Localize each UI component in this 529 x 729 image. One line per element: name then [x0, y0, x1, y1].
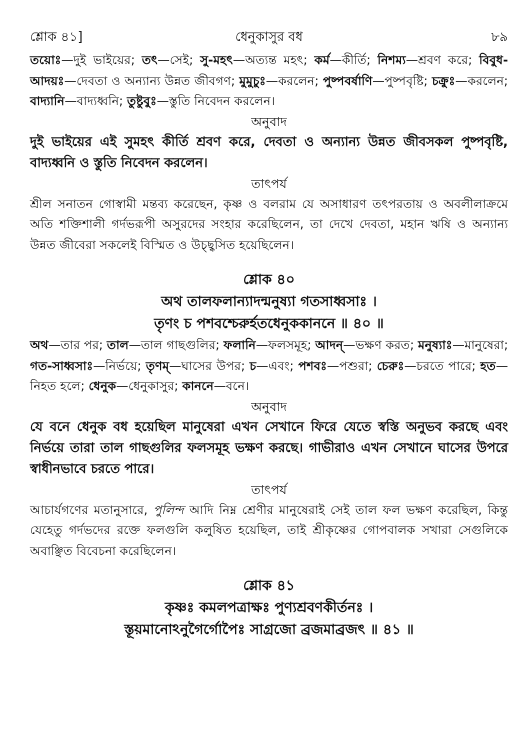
translation-verse-39: দুই ভাইয়ের এই সুমহৎ কীর্তি শ্রবণ করে, দেবতা ও অন্যান্য উন্নত জীবসকল পুষ্পবৃষ্টি, বাদ্যধ্বনি ও স্তুতি নিবেদন করলেন। [30, 134, 508, 171]
synonym-meaning: এবং [268, 358, 290, 373]
synonym-meaning: ফলসমূহ [268, 338, 308, 352]
purport-verse-39: শ্রীল সনাতন গোস্বামী মন্তব্য করেছেন, কৃষ্ণ ও বলরাম যে অসাধারণ তৎপরতায় ও অবলীলাক্রমে অতি শক্তিশালী গর্দভরূপী অসুরদের সংহার করেছিলেন, তা দেখে দেবতা, মহান ঋষি ও অন্যান্য উন্নত জীবেরা সকলেই বিস্মিত ও উচ্ছ্বসিত হয়েছিলেন। [30, 196, 508, 252]
synonym-meaning: কীর্তি [341, 53, 367, 67]
purport-text: আদি নিম্ন শ্রেণীর মানুষেরাই সেই তাল ফল ভক্ষণ করেছিল, কিন্তু যেহেতু গর্দভদের রক্তে ফলগুলি কলুষিত হয়েছিল, তাই শ্রীকৃষ্ণের গোপবালক সখারা সেগুলিকে অবাঞ্ছিত বিবেচনা করেছিলেন। [30, 502, 508, 558]
synonym-word: তয়োঃ [30, 53, 62, 67]
synonym-meaning: তাল গাছগুলির [140, 338, 216, 352]
synonym-meaning: পুষ্পবৃষ্টি [384, 73, 424, 88]
synonyms-verse-39: তয়োঃ—দুই ভাইয়ের; তৎ—সেই; সু-মহৎ—অত্যন্ত মহৎ; কর্ম—কীর্তি; নিশম্য—শ্রবণ করে; বিবুধ-আদয়ঃ—দেবতা ও অন্যান্য উন্নত জীবগণ; মুমুচুঃ—করলেন; পুষ্পবর্ষাণি—পুষ্পবৃষ্টি; চক্রুঃ—করলেন; বাদ্যানি—বাদ্যধ্বনি; তুষ্টুবুঃ—স্তুতি নিবেদন করলেন। [30, 53, 509, 108]
verse-41-line-2: স্তূয়মানোঽনুগৈর্গোপৈঃ সাগ্রজো ব্রজমাব্রজৎ ॥ ৪১ ॥ [124, 622, 414, 638]
translation-verse-40: যে বনে ধেনুক বধ হয়েছিল মানুষেরা এখন সেখানে ফিরে যেতে স্বস্তি অনুভব করছে এবং নির্ভয়ে তারা তাল গাছগুলির ফলসমূহ ভক্ষণ করছে। গাভীরাও এখন সেখানে ঘাসের উপরে স্বাধীনভাবে চরতে পারে। [30, 419, 508, 477]
synonyms-verse-40: অথ—তার পর; তাল—তাল গাছগুলির; ফলানি—ফলসমূহ; আদন্—ভক্ষণ করত; মনুষ্যাঃ—মানুষেরা; গত-সাধ্বসাঃ—নির্ভয়ে; তৃণম্—ঘাসের উপর; চ—এবং; পশবঃ—পশুরা; চেরুঃ—চরতে পারে; হত—নিহত হলে; ধেনুক—ধেনুকাসুর; কাননে—বনে। [30, 338, 509, 393]
purport-verse-40 [30, 500, 508, 562]
synonym-meaning: ভক্ষণ করত [355, 338, 410, 352]
synonym-word: কাননে [182, 379, 214, 393]
synonym-meaning: চরতে পারে [416, 358, 472, 373]
header-chapter-title: ধেনুকাসুর বধ [235, 30, 303, 45]
synonym-word: তাল [106, 338, 129, 352]
synonym-word: ফলানি [223, 338, 256, 352]
page-number: ৮৯ [491, 30, 508, 45]
synonym-word: হত [480, 358, 496, 373]
translation-heading: অনুবাদ [251, 113, 287, 129]
synonym-word: গত-সাধ্বসাঃ [30, 358, 94, 373]
page [30, 28, 508, 641]
synonym-meaning: ঘাসের উপর [181, 358, 241, 373]
synonym-word: নিশম্য [377, 53, 406, 67]
verse-40-title: শ্লোক ৪০ [243, 272, 295, 288]
synonym-word: তুষ্টুবুঃ [126, 94, 157, 108]
synonym-meaning: করলেন [278, 73, 315, 88]
synonym-word: মনুষ্যাঃ [417, 338, 453, 352]
running-header [30, 28, 508, 50]
synonym-meaning: অত্যন্ত মহৎ [245, 53, 304, 67]
synonym-word: চ [249, 358, 257, 373]
synonym-meaning: ধেনুকাসুর [128, 379, 175, 393]
synonym-word: আদন্ [315, 338, 344, 352]
synonym-word: বিবুধ-আদয়ঃ [30, 53, 509, 88]
synonym-word: ধেনুক [88, 379, 117, 393]
verse-41-title: শ্লোক ৪১ [243, 578, 295, 594]
synonym-meaning: বাদ্যধ্বনি [76, 94, 119, 108]
synonym-word: চেরুঃ [376, 358, 405, 373]
synonym-meaning: দুই ভাইয়ের [73, 53, 131, 67]
synonym-word: বাদ্যানি [30, 94, 65, 108]
verse-40-line-2: তৃণং চ পশবশ্চেরুর্হতধেনুককাননে ॥ ৪০ ॥ [154, 316, 384, 332]
synonym-word: তৃণম্ [145, 358, 170, 373]
synonym-meaning: নিহত হলে [30, 379, 81, 393]
synonym-word: সু-মহৎ [200, 53, 233, 67]
synonym-meaning: বনে। [225, 379, 250, 393]
verse-41-line-1: কৃষ্ণঃ কমলপত্রাক্ষঃ পুণ্যশ্রবণকীর্তনঃ । [164, 600, 374, 616]
purport-text: আচার্যগণের মতানুসারে, [30, 502, 154, 517]
verse-40-line-1: অথ তালফলান্যাদন্মনুষ্যা গতসাধ্বসাঃ । [161, 294, 377, 310]
purport-italic-term: পুলিন্দ [153, 502, 184, 517]
synonym-meaning: সেই [169, 53, 190, 67]
synonym-word: চক্রুঃ [431, 73, 456, 88]
synonym-meaning: করলেন [467, 73, 504, 88]
translation-heading: অনুবাদ [251, 398, 287, 414]
synonym-meaning: নির্ভয়ে [105, 358, 138, 373]
synonym-meaning: মানুষেরা [464, 338, 504, 352]
purport-heading: তাৎপর্য [251, 175, 287, 191]
synonym-word: মুমুচুঃ [239, 73, 266, 88]
synonym-word: পশবঃ [298, 358, 328, 373]
synonym-word: অথ [30, 338, 49, 352]
synonym-word: কর্ম [314, 53, 330, 67]
synonym-meaning: তার পর [60, 338, 99, 352]
synonym-meaning: শ্রবণ করে [418, 53, 469, 67]
synonym-word: পুষ্পবর্ষাণি [322, 73, 373, 88]
synonym-meaning: পশুরা [339, 358, 369, 373]
synonym-meaning: দেবতা ও অন্যান্য উন্নত জীবগণ [76, 73, 231, 88]
header-verse-ref: শ্লোক ৪১] [30, 30, 83, 45]
purport-heading: তাৎপর্য [251, 481, 287, 497]
synonym-meaning: স্তুতি নিবেদন করলেন। [168, 94, 276, 108]
synonym-word: তৎ [141, 53, 158, 67]
